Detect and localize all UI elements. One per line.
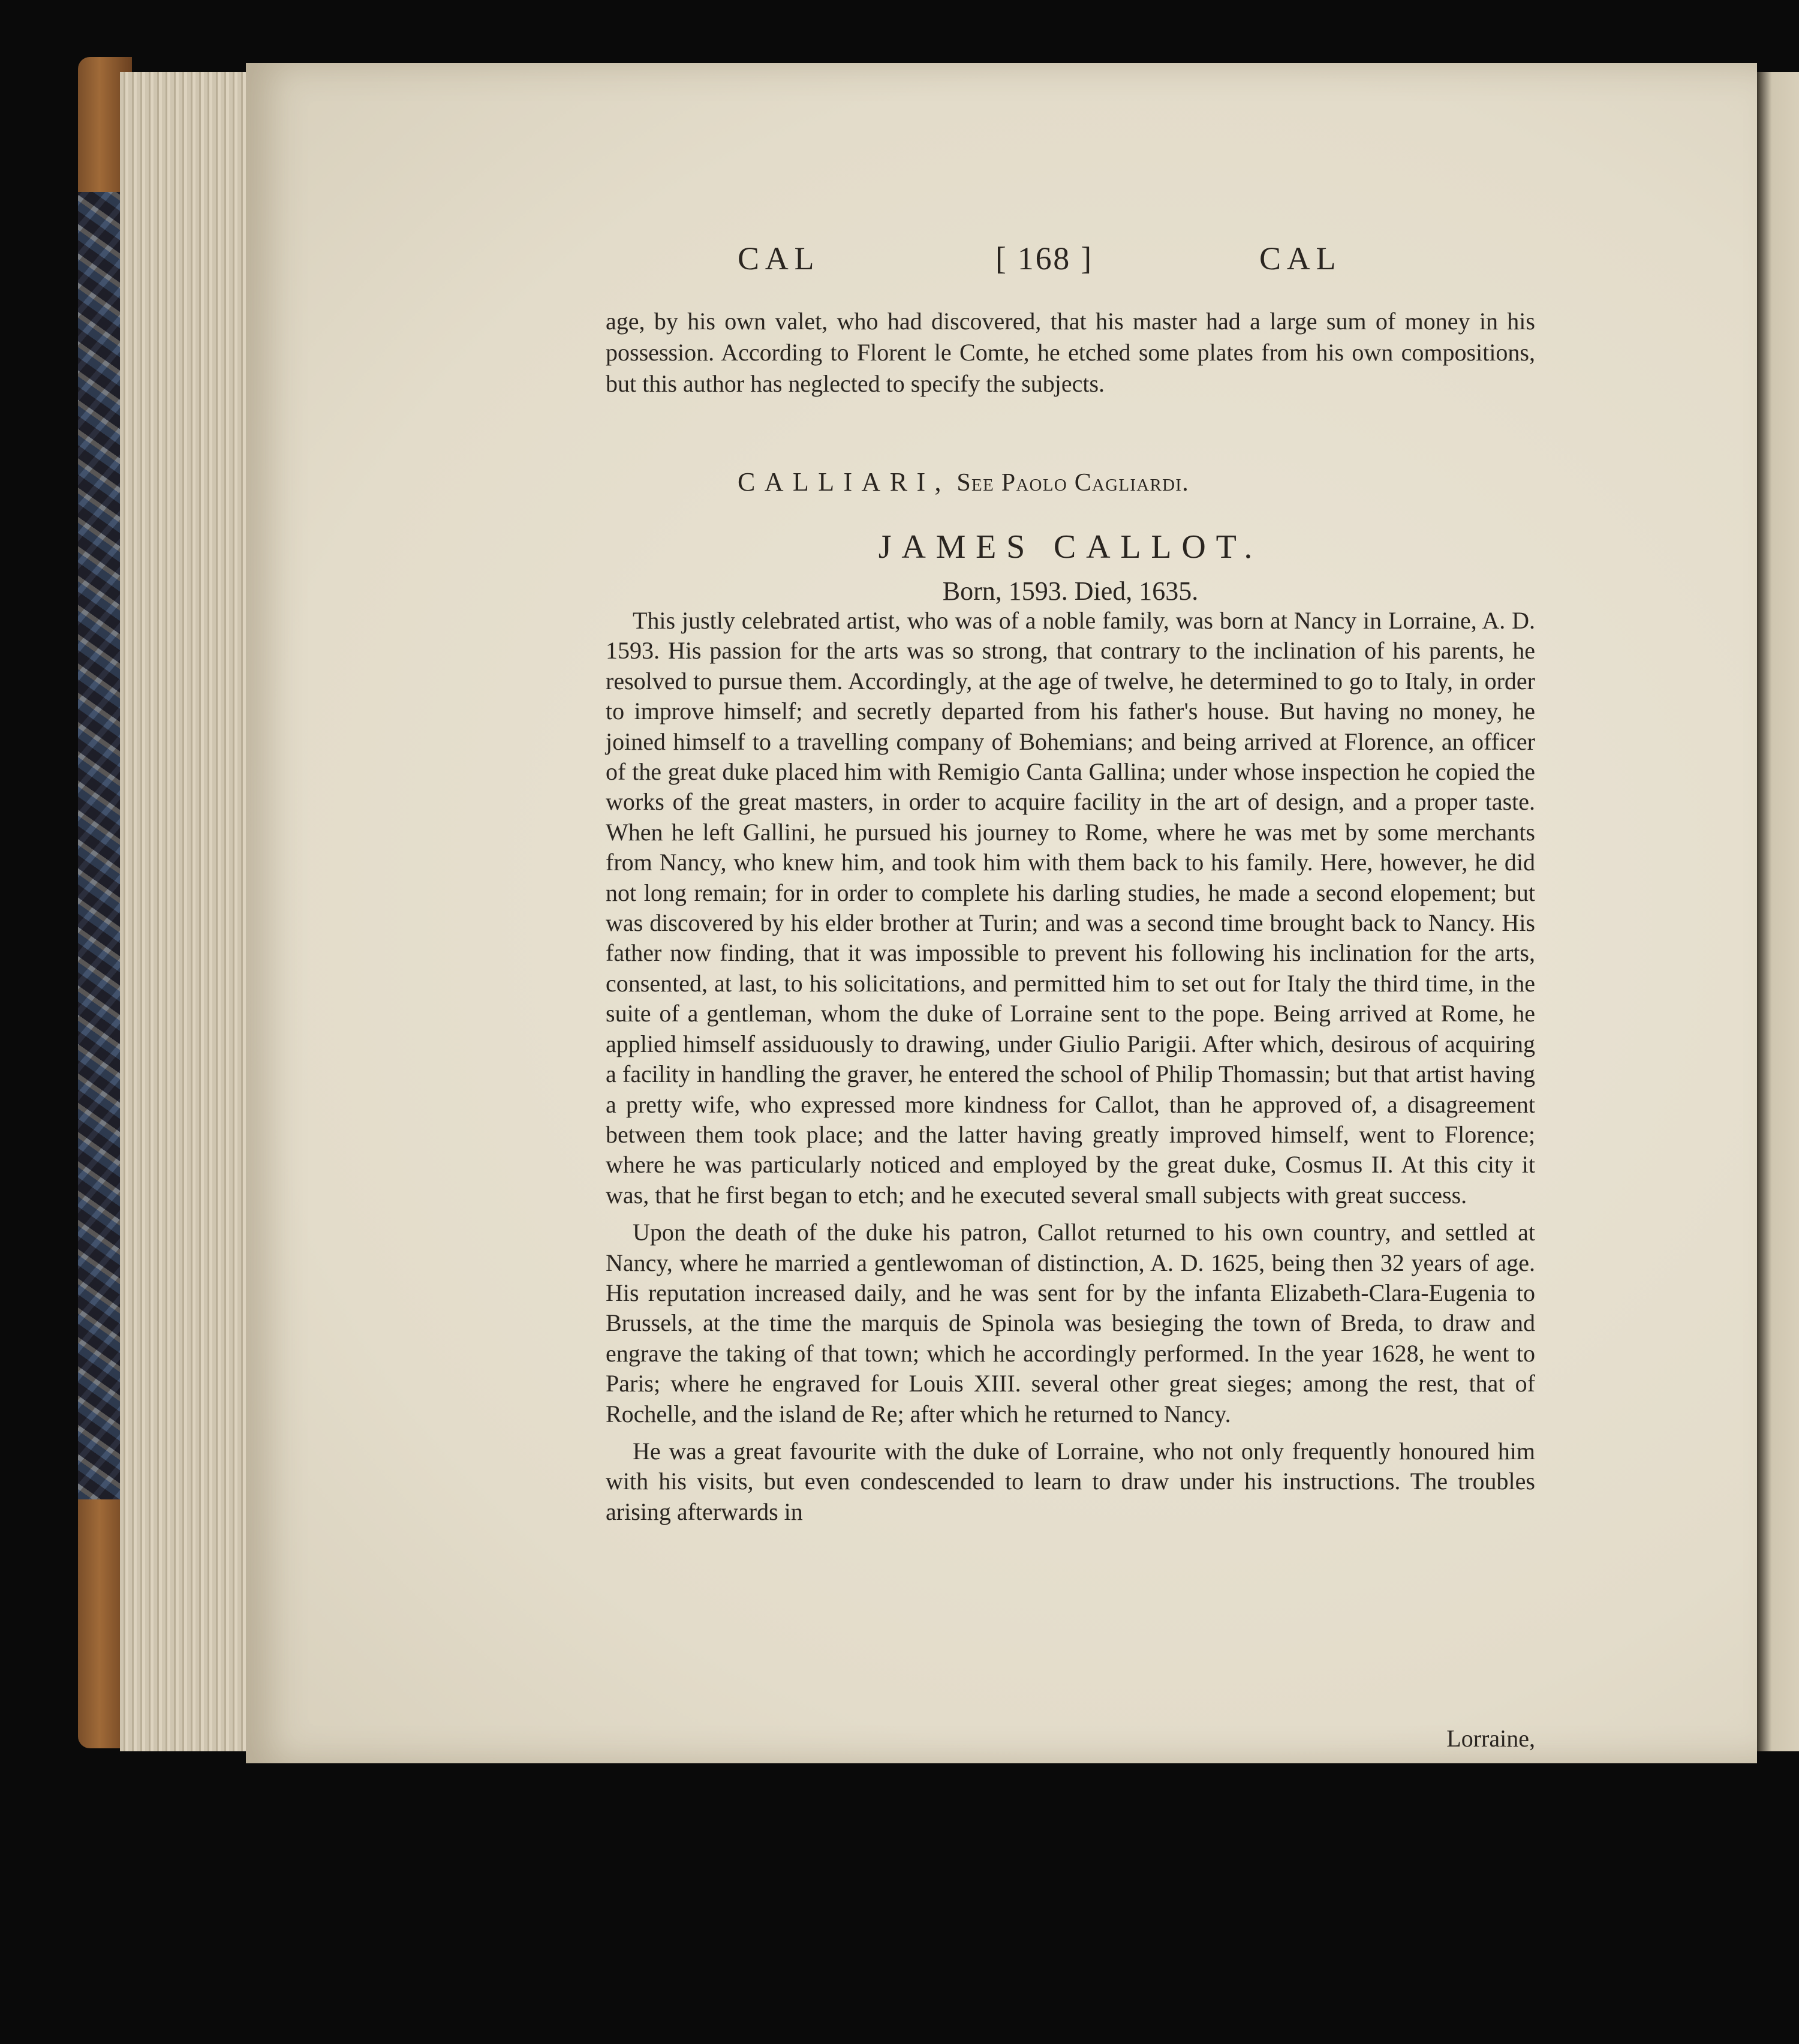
- running-header: [738, 240, 1403, 288]
- cross-reference-see: See Paolo Cagliardi.: [956, 469, 1189, 497]
- paragraph: He was a great favourite with the duke of Lorraine, who not only frequently honoured him with his visits, but even condescended to learn to draw under his instructions. The troubles arising afterwards in: [606, 1437, 1535, 1525]
- cross-reference-name: CALLIARI,: [738, 467, 950, 497]
- header-right: CAL: [1259, 241, 1342, 276]
- header-left: CAL: [738, 241, 820, 276]
- marbled-endpaper: [78, 192, 120, 1499]
- cross-reference: [738, 467, 1517, 497]
- catchword: Lorraine,: [1446, 1725, 1535, 1752]
- entry-dates: Born, 1593. Died, 1635.: [942, 576, 1199, 606]
- page-number: [ 168 ]: [995, 241, 1093, 276]
- entry-body: [606, 606, 1535, 1534]
- paragraph: Upon the death of the duke his patron, Callot returned to his own country, and settled at Nancy, where he married a gentlewoman of distinction, A. D. 1625, being then 32 years of age. His reputation increased daily, and he was sent for by the infanta Elizabeth-Clara-Eugenia to Brussels, at the time the marquis de Spinola was besieging the town of Breda, to draw and engrave the taking of that town; which he accordingly performed. In the year 1628, he went to Paris; where he engraved for Louis XIII. several other great sieges; among the rest, that of Rochelle, and the island de Re; after which he returned to Nancy.: [606, 1219, 1535, 1427]
- facing-page-edge: [1757, 72, 1799, 1751]
- entry-title: JAMES CALLOT.: [878, 528, 1263, 566]
- page-edges-stack: [120, 72, 249, 1751]
- continued-paragraph: age, by his own valet, who had discovered, that his master had a large sum of money in his possession. According to Florent le Comte, he etched some plates from his own compositions, but this author has neglected to specify the subjects.: [606, 308, 1535, 397]
- paragraph: This justly celebrated artist, who was of a noble family, was born at Nancy in Lorraine, A. D. 1593. His passion for the arts was so strong, that contrary to the inclination of his parents, he resolved to pursue them. Accordingly, at the age of twelve, he determined to go to Italy, in order to improve himself; and secretly departed from his father's house. But having no money, he joined himself to a travelling company of Bohemians; and being arrived at Florence, an officer of the great duke placed him with Remigio Canta Gallina; under whose inspection he copied the works of the great masters, in order to acquire facility in the art of design, and a proper taste. When he left Gallini, he pursued his journey to Rome, where he was met by some merchants from Nancy, who knew him, and took him with them back to his family. Here, however, he did not long remain; for in order to complete his darling studies, he made a second elopement; but was discovered by his elder brother at Turin; and was a second time brought back to Nancy. His father now finding, that it was impossible to prevent his following his inclination for the arts, consented, at last, to his solicitations, and permitted him to set out for Italy the third time, in the suite of a gentleman, whom the duke of Lorraine sent to the pope. Being arrived at Rome, he applied himself assiduously to drawing, under Giulio Parigii. After which, desirous of acquiring a facility in handling the graver, he entered the school of Philip Thomassin; but that artist having a pretty wife, who expressed more kindness for Callot, than he approved of, a disagreement between them took place; and the latter having greatly improved himself, went to Florence; where he was particularly noticed and employed by the great duke, Cosmus II. At this city it was, that he first began to etch; and he executed several small subjects with great success.: [606, 607, 1535, 1209]
